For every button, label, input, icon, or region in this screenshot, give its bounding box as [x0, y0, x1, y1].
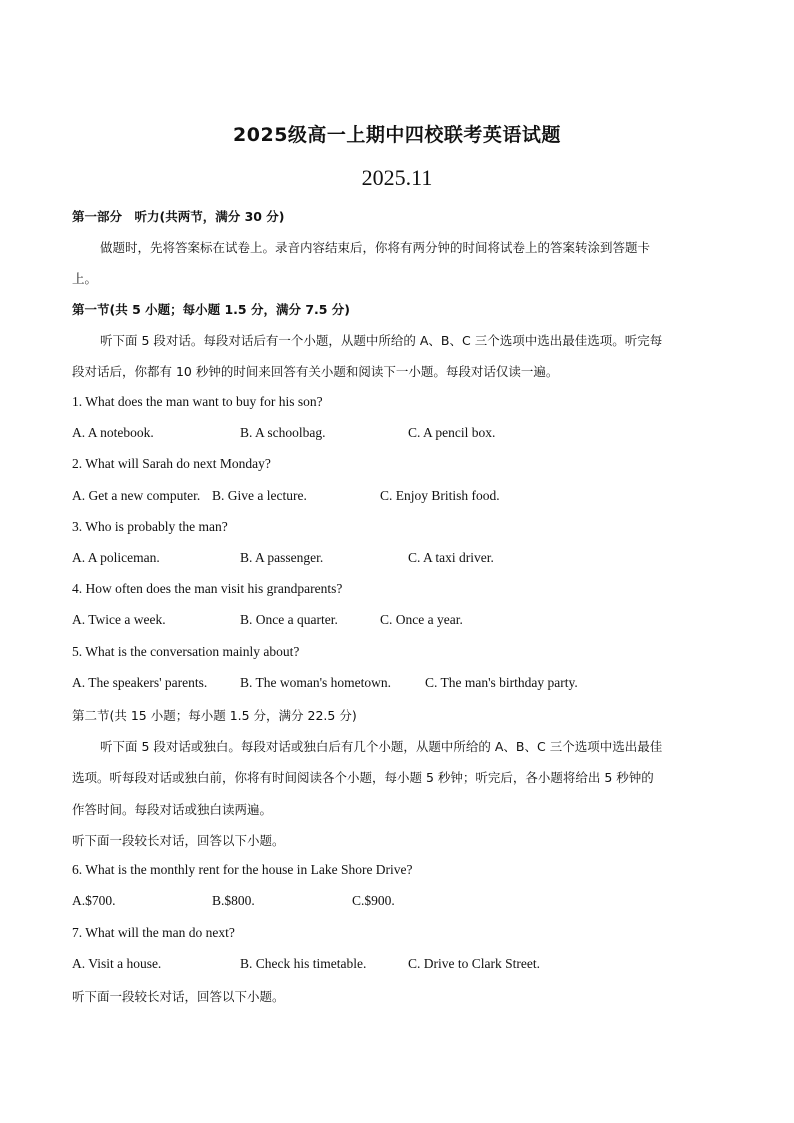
q7-option-b: B. Check his timetable.	[240, 956, 367, 971]
q3-option-c: C. A taxi driver.	[408, 550, 494, 565]
question-4: 4. How often does the man visit his grandparents?	[72, 581, 343, 596]
section1-instruction-2: 段对话后，你都有 10 秒钟的时间来回答有关小题和阅读下一小题。每段对话仅读一遍。	[72, 364, 559, 379]
q4-option-c: C. Once a year.	[380, 612, 463, 627]
q5-option-c: C. The man's birthday party.	[425, 675, 578, 690]
q2-option-b: B. Give a lecture.	[212, 488, 307, 503]
q7-option-c: C. Drive to Clark Street.	[408, 956, 540, 971]
section1-instruction-1: 听下面 5 段对话。每段对话后有一个小题，从题中所给的 A、B、C 三个选项中选出最佳选项。听完每	[100, 333, 663, 348]
section2-instruction-3: 作答时间。每段对话或独白读两遍。	[72, 802, 273, 817]
question-7: 7. What will the man do next?	[72, 925, 235, 940]
q3-option-a: A. A policeman.	[72, 550, 160, 565]
q4-option-b: B. Once a quarter.	[240, 612, 338, 627]
question-6: 6. What is the monthly rent for the house in Lake Shore Drive?	[72, 862, 413, 877]
q6-option-a: A.$700.	[72, 893, 116, 908]
q6-option-b: B.$800.	[212, 893, 255, 908]
q2-option-a: A. Get a new computer.	[72, 488, 201, 503]
intro-line-2: 上。	[72, 271, 98, 286]
q5-option-b: B. The woman's hometown.	[240, 675, 392, 690]
section1-heading: 第一节(共 5 小题；每小题 1.5 分，满分 7.5 分)	[72, 302, 351, 317]
q1-option-a: A. A notebook.	[72, 425, 154, 440]
exam-title: 2025级高一上期中四校联考英语试题	[233, 124, 561, 146]
q7-option-a: A. Visit a house.	[72, 956, 162, 971]
listen-prompt-1: 听下面一段较长对话，回答以下小题。	[72, 833, 285, 848]
section2-instruction-1: 听下面 5 段对话或独白。每段对话或独白后有几个小题，从题中所给的 A、B、C 三个选项中选出最佳	[100, 739, 663, 754]
section2-heading: 第二节(共 15 小题；每小题 1.5 分，满分 22.5 分)	[72, 708, 357, 723]
q6-option-c: C.$900.	[352, 893, 395, 908]
q4-option-a: A. Twice a week.	[72, 612, 166, 627]
question-1: 1. What does the man want to buy for his son?	[72, 394, 323, 409]
question-5: 5. What is the conversation mainly about?	[72, 644, 300, 659]
q1-option-b: B. A schoolbag.	[240, 425, 326, 440]
intro-line-1: 做题时，先将答案标在试卷上。录音内容结束后，你将有两分钟的时间将试卷上的答案转涂到答题卡	[100, 240, 651, 255]
part1-heading: 第一部分 听力(共两节，满分 30 分)	[72, 209, 285, 224]
q2-option-c: C. Enjoy British food.	[380, 488, 500, 503]
exam-date: 2025.11	[361, 165, 433, 190]
q1-option-c: C. A pencil box.	[408, 425, 496, 440]
listen-prompt-2: 听下面一段较长对话，回答以下小题。	[72, 989, 285, 1004]
question-2: 2. What will Sarah do next Monday?	[72, 456, 271, 471]
q3-option-b: B. A passenger.	[240, 550, 324, 565]
section2-instruction-2: 选项。听每段对话或独白前，你将有时间阅读各个小题，每小题 5 秒钟；听完后，各小题将给出 5 秒钟的	[72, 770, 654, 785]
question-3: 3. Who is probably the man?	[72, 519, 228, 534]
q5-option-a: A. The speakers' parents.	[72, 675, 208, 690]
